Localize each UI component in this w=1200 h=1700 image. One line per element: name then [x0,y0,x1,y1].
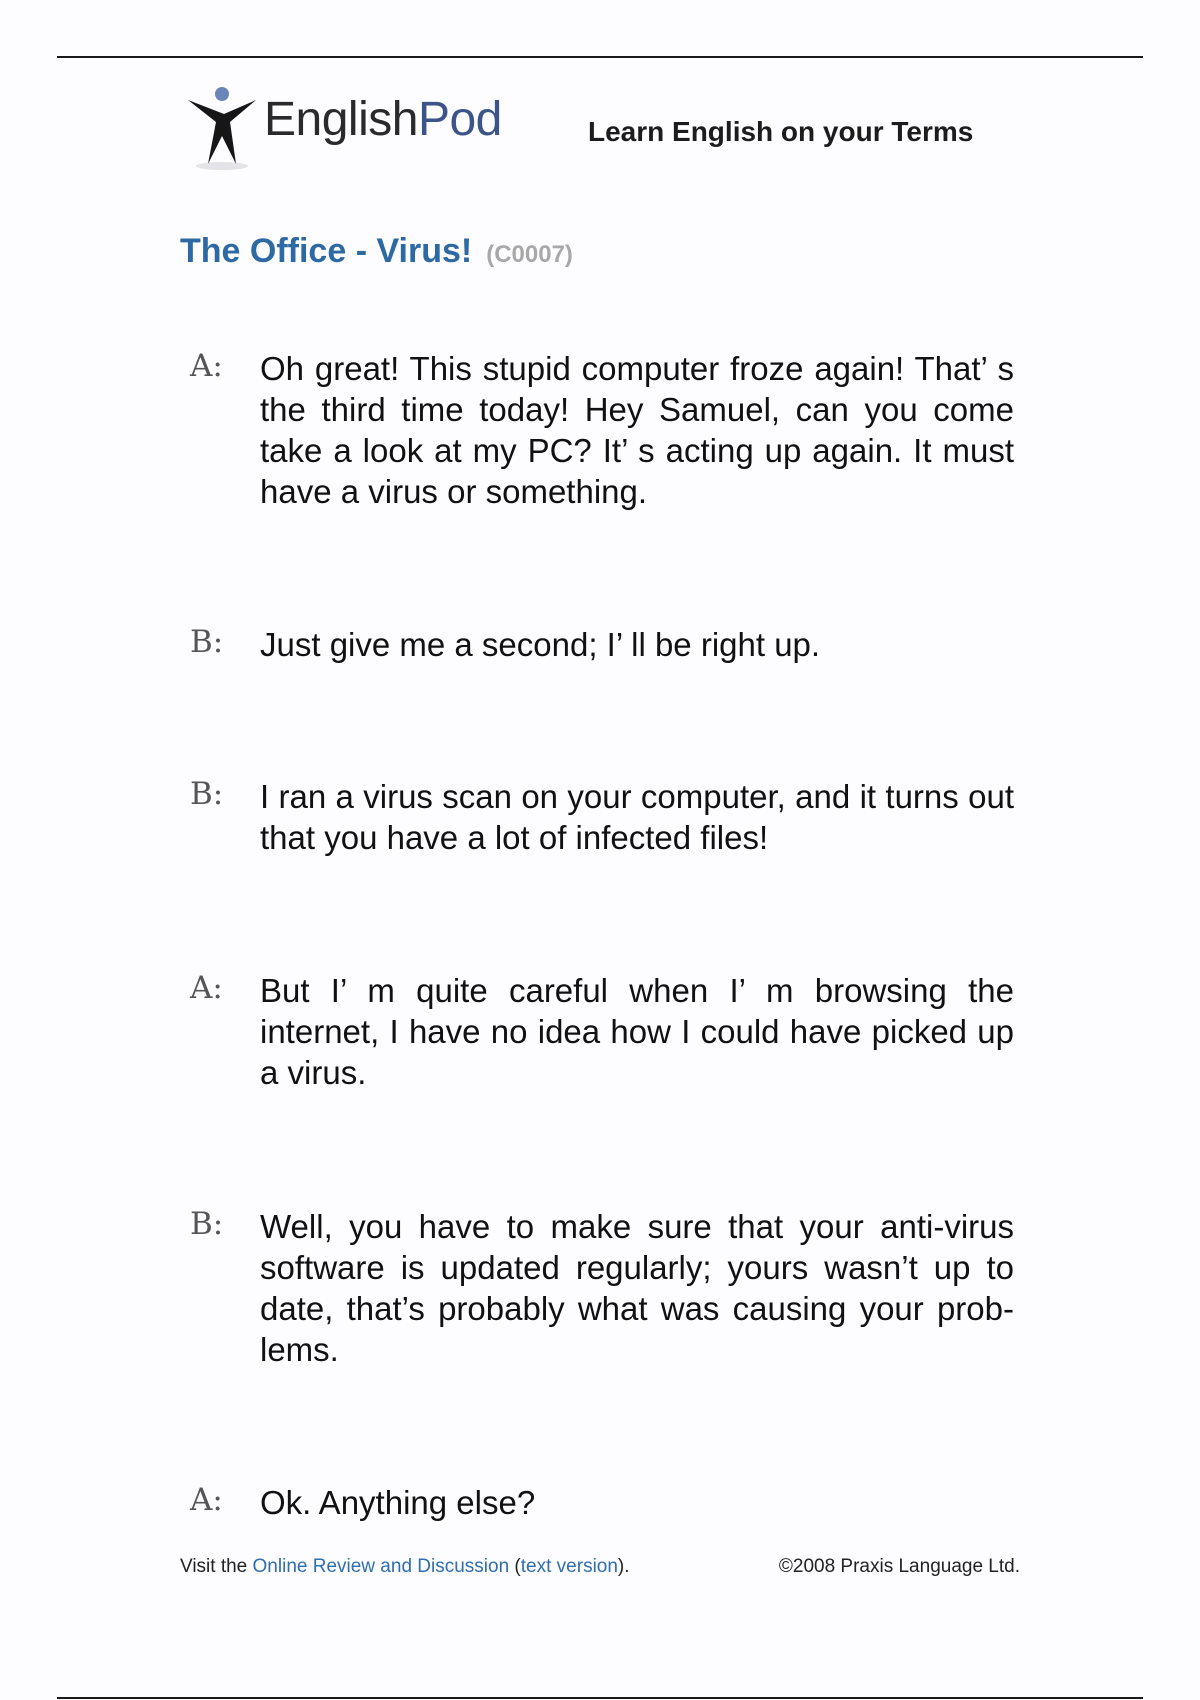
dialogue-turn [190,1482,1014,1523]
dialogue-turn [190,1206,1014,1370]
dialogue-turn [190,624,1014,665]
online-review-link[interactable]: Online Review and Discussion [252,1556,510,1577]
dialogue-text: But I’ m quite careful when I’ m browsing the internet, I have no idea how I could have picked up a virus. [260,972,1014,1091]
footer-paren-open: ( [509,1556,521,1577]
lesson-title-row [180,232,573,271]
speaker-label: A: [190,970,223,1006]
dialogue-text: I ran a virus scan on your computer, and it turns out that you have a lot of infected files! [260,778,1014,856]
page-header [186,86,976,176]
tagline: Learn English on your Terms [588,116,974,147]
top-rule [57,56,1143,58]
speaker-label: A: [190,348,223,384]
footer-visit-text: Visit the [180,1556,253,1577]
dialogue-text: Just give me a second; I’ ll be right up. [260,626,821,663]
copyright: ©2008 Praxis Language Ltd. [778,1556,1020,1577]
speaker-label: B: [190,1206,224,1242]
page-footer [180,1556,1020,1578]
lesson-code: (C0007) [486,241,573,268]
dialogue-text: Well, you have to make sure that your anti-virus software is updated regularly; yours wasn’t up to date, that’s probably what was causing your prob-lems. [260,1208,1014,1368]
brand-english: English [264,93,418,146]
bottom-rule [57,1697,1143,1699]
speaker-label: A: [190,1482,223,1518]
brand-pod: Pod [417,93,502,146]
englishpod-logo-icon [186,86,258,172]
dialogue-turn [190,348,1014,512]
dialogue-turn [190,970,1014,1093]
speaker-label: B: [190,776,224,812]
dialogue-text: Oh great! This stupid computer froze again! That’ s the third time today! Hey Samuel, can you come take a look at my PC? It’ s acting up again. It must have a virus or something. [260,350,1014,510]
dialogue-text: Ok. Anything else? [260,1484,536,1521]
speaker-label: B: [190,624,224,660]
dialogue-turn [190,776,1014,858]
lesson-title: The Office - Virus! [180,232,473,270]
brand-wordmark [264,93,502,146]
footer-paren-close: ). [617,1556,630,1577]
text-version-link[interactable]: text version [520,1556,618,1577]
